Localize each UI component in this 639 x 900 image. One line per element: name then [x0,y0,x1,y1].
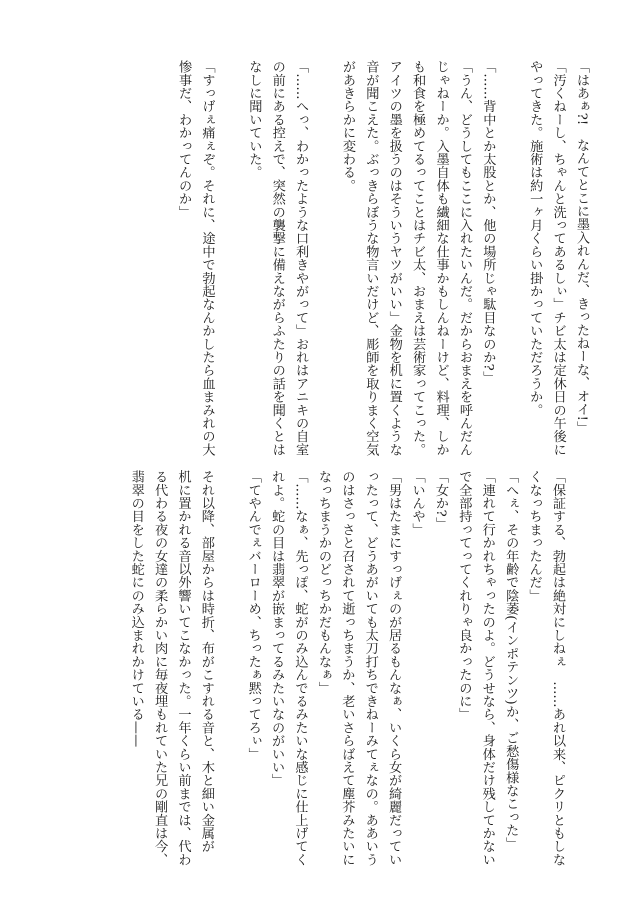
text-line: 「うん、どうしてもここに入れたいんだ。だからおまえを呼んだん [456,60,472,456]
text-line: のはさっさと召されて逝っちまうか、老いさらばえて塵芥みたいに [339,470,355,866]
text-line: 音が聞こえた。ぶっきらぼうな物言いだけど、彫師を取りまく空気 [363,60,379,456]
text-line: の前にある控えで、突然の襲撃に備えながらふたりの話を聞くとは [269,60,285,456]
text-line: 惨事だ、わかってんのか」 [176,60,192,219]
text-line: れよ。蛇の目は翡翠が嵌まってるみたいなのがいい」 [269,470,285,787]
text-line: それ以降、部屋からは時折、布がこすれる音と、木と細い金属が [198,470,214,853]
text-line [499,60,522,390]
text-line: やってきた。施術は約一ヶ月くらい掛かっていただろうか。 [527,60,543,417]
text-line: 「へぇ、その年齢で陰萎(インポテンツ)か、ご愁傷様なこった」 [503,470,519,850]
text-line [312,60,335,390]
text-line: があきらかに変わる。 [339,60,355,192]
top-text-block [113,60,593,456]
text-line: 机に置かれる音以外響いてこなかった。一年くらい前までは、代わ [175,470,191,866]
text-line: 「……背中とか太股とか、他の場所じゃ駄目なのか?」 [480,60,496,384]
text-line: 「男はたまにすっげぇのが居るもんなぁ、いくら女が綺麗だってい [386,470,402,866]
text-line: 「すっげぇ痛ぇぞ。それに、途中で勃起なんかしたら血まみれの大 [199,60,215,456]
text-line: 翡翠の目をした蛇にのみ込まれかけている—— [128,470,144,748]
text-line [219,60,242,390]
text-line: 「……へっ、わかったような口利きやがって」おれはアニキの自室 [293,60,309,456]
text-line: も和食を極めてるってことはチビ太、おまえは芸術家ってこった。 [410,60,426,456]
text-line: じゃねーか。入墨自体も繊細な仕事かもしんねーけど、料理、しか [433,60,449,456]
text-line: アイツの墨を扱うのはそういうヤツがいい」金物を机に置くような [386,60,402,456]
text-line: 「てやんでぇバーローめ、ちったぁ黙ってろぃ」 [245,470,261,761]
text-line: なっちまうかのどっちかだもんなぁ」 [315,470,331,695]
text-line: 「連れて行かれちゃったのよ。どうせなら、身体だけ残してかない [479,470,495,866]
text-line: なしに聞いていた。 [246,60,262,179]
text-line [218,470,241,800]
text-line: 「……なぁ、先っぽ、蛇がのみ込んでるみたいな感じに仕上げてく [292,470,308,866]
text-line: ったって、どうあがいても太刀打ちできねーみてぇなの。ああいう [362,470,378,866]
text-line: で全部持ってってくれりゃ良かったのに」 [456,470,472,721]
text-line: 「保証する、勃起は絶対にしねぇ ……あれ以来、ピクリともしな [550,470,565,866]
text-line: る代わる夜の女達の柔らかい肉に毎夜埋もれていた兄の剛直は今、 [152,470,168,866]
bottom-text-block [89,470,569,866]
text-line: 「汚くねーし、ちゃんと洗ってあるしぃ」チビ太は定休日の午後に [550,60,566,456]
text-line: 「女か?」 [432,470,448,530]
text-line: くなっちまったんだ」 [526,470,542,602]
text-line: 「いんや」 [409,470,425,536]
text-line: 「はあぁ?! なんてとこに墨入れんだ、きったねーな、オイ!」 [574,60,589,435]
